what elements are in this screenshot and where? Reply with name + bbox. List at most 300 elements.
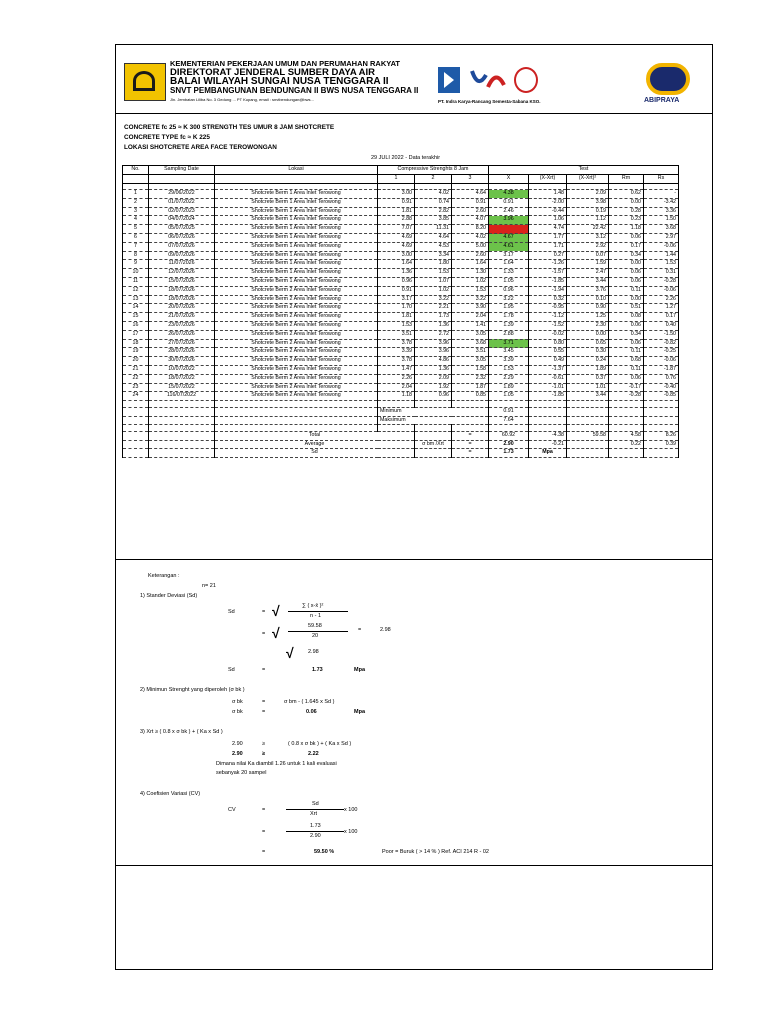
row-no: 18	[123, 339, 149, 348]
row-date: 09/07/2026	[149, 251, 215, 260]
row-strength-2: 1.36	[415, 366, 452, 375]
eq-sign: =	[262, 849, 266, 855]
row-location: Shotcrete Berm 2 Area Inlet Terowong	[215, 295, 378, 304]
eq-sign: =	[262, 829, 266, 835]
row-strength-1: 3.00	[378, 251, 415, 260]
row-rs: -1.50	[644, 330, 679, 339]
row-rs: -0.06	[644, 286, 679, 295]
row-location: Shotcrete Berm 1 Area Inlet Terowong	[215, 190, 378, 199]
eq-sign: =	[262, 667, 266, 673]
sbk-symbol: σ bk	[232, 709, 243, 715]
row-strength-1: 2.88	[378, 216, 415, 225]
row-strength-2: 1.53	[415, 269, 452, 278]
average-rm: 0.22	[609, 440, 644, 449]
sbk-symbol: σ bk	[232, 699, 243, 705]
table-row	[123, 269, 679, 278]
row-date: 28/07/2026	[149, 348, 215, 357]
table-row	[123, 190, 679, 199]
total-label: Total	[215, 431, 415, 440]
row-strength-3: 1.41	[452, 322, 489, 331]
row-strength-2: 1.07	[415, 278, 452, 287]
row-strength-2: 1.73	[415, 313, 452, 322]
row-x-xrt: -2.00	[529, 198, 567, 207]
row-rs: -0.25	[644, 348, 679, 357]
total-x: 60.92	[489, 431, 529, 440]
row-date: 20/07/2026	[149, 304, 215, 313]
table-row	[123, 304, 679, 313]
row-strength-1: 2.26	[378, 374, 415, 383]
row-strength-2: 1.92	[415, 383, 452, 392]
row-date: 10/07/2022	[149, 366, 215, 375]
step-3-title: 3) Xrt ≥ ( 0.8 x σ bk ) + ( Ka x Sd )	[140, 729, 223, 735]
row-rm: 0.23	[609, 216, 644, 225]
row-x-xrt-squared: 0.24	[567, 357, 609, 366]
row-x-xrt: 4.74	[529, 225, 567, 234]
col-compressive-header: Compressive Strenghts 8 Jam	[378, 166, 489, 175]
sd-symbol: Sd	[228, 609, 235, 615]
row-strength-1: 1.36	[378, 269, 415, 278]
ge-sign: ≥	[262, 751, 266, 757]
row-x-xrt-squared: 0.00	[567, 330, 609, 339]
row-no: 16	[123, 322, 149, 331]
table-body	[123, 190, 679, 401]
ka-note: Dimana nilai Ka diambil 1.26 untuk 1 kali evaluasi	[216, 761, 337, 767]
col-test-header: Test	[489, 166, 679, 175]
eq-sign: =	[262, 631, 266, 637]
row-strength-3: 3.68	[452, 339, 489, 348]
row-strength-3: 8.20	[452, 225, 489, 234]
row-strength-2: 4.02	[415, 190, 452, 199]
row-x-xrt-squared: 3.12	[567, 234, 609, 243]
row-x: 1.33	[489, 269, 529, 278]
row-x-xrt: 0.49	[529, 357, 567, 366]
sqrt-value: 2.98	[308, 649, 319, 655]
average-rs: 0.39	[644, 440, 679, 449]
row-strength-1: 2.04	[378, 383, 415, 392]
row-x-xrt: -1.26	[529, 260, 567, 269]
row-x-xrt-squared: 0.19	[567, 207, 609, 216]
row-rs: 0.17	[644, 313, 679, 322]
strength-table	[122, 165, 679, 458]
row-strength-3: 1.87	[452, 383, 489, 392]
row-location: Shotcrete Berm 1 Area Inlet Terowong	[215, 278, 378, 287]
row-location: Shotcrete Berm 2 Area Inlet Terowong	[215, 330, 378, 339]
total-rm: 4.58	[609, 431, 644, 440]
row-strength-2: 1.36	[415, 322, 452, 331]
row-rm: 0.28	[609, 207, 644, 216]
row-rm: 0.06	[609, 269, 644, 278]
row-location: Shotcrete Berm 2 Area Inlet Terowong	[215, 313, 378, 322]
row-rs: -1.87	[644, 366, 679, 375]
row-strength-1: 1.81	[378, 207, 415, 216]
row-x: 1.89	[489, 383, 529, 392]
row-no: 4	[123, 216, 149, 225]
row-no: 2	[123, 198, 149, 207]
row-strength-3: 2.04	[452, 313, 489, 322]
total-x-xrt: -4.38	[529, 431, 567, 440]
row-x-xrt-squared: 1.89	[567, 366, 609, 375]
row-rs: -3.42	[644, 198, 679, 207]
row-rm: 0.08	[609, 313, 644, 322]
row-date: 21/07/2026	[149, 313, 215, 322]
partner-name: PT. Indra Karya-Rancang Semesta-Sabana KSO.	[438, 99, 541, 104]
row-strength-2: 4.64	[415, 234, 452, 243]
row-strength-1: 3.51	[378, 330, 415, 339]
row-location: Shotcrete Berm 1 Area Inlet Terowong	[215, 260, 378, 269]
row-location: Shotcrete Berm 1 Area Inlet Terowong	[215, 242, 378, 251]
row-x: 4.61	[489, 242, 529, 251]
criterion-formula: ( 0.8 x σ bk ) + ( Ka x Sd )	[288, 741, 352, 747]
average-label: Average	[215, 440, 415, 449]
row-strength-2: 2.82	[415, 207, 452, 216]
row-x-xrt-squared: 3.98	[567, 198, 609, 207]
row-rm: 0.62	[609, 190, 644, 199]
row-x-xrt: -0.02	[529, 330, 567, 339]
row-x-xrt-squared: 1.59	[567, 260, 609, 269]
snvt-line: SNVT PEMBANGUNAN BENDUNGAN II BWS NUSA TENGGARA II	[170, 86, 419, 95]
row-date: 05/07/2025	[149, 225, 215, 234]
row-x-xrt: -1.37	[529, 366, 567, 375]
row-location: Shotcrete Berm 2 Area Inlet Terowong	[215, 348, 378, 357]
row-strength-3: 1.64	[452, 260, 489, 269]
row-rs: -0.85	[644, 392, 679, 401]
ministry-letterhead	[170, 59, 419, 104]
row-x-xrt: -0.95	[529, 304, 567, 313]
total-x-xrt-squared: 59.58	[567, 431, 609, 440]
row-strength-2: 0.96	[415, 392, 452, 401]
step-2-title: 2) Minimun Strenght yang diperoleh (σ bk )	[140, 687, 245, 693]
row-date: 23/07/2026	[149, 322, 215, 331]
document-header	[116, 45, 712, 113]
row-x-xrt: -1.52	[529, 322, 567, 331]
row-rs: -0.06	[644, 242, 679, 251]
row-x: 1.05	[489, 278, 529, 287]
row-location: Shotcrete Berm 1 Area Inlet Terowong	[215, 269, 378, 278]
row-rm: 0.06	[609, 339, 644, 348]
table-row	[123, 383, 679, 392]
row-x-xrt-squared: 0.30	[567, 348, 609, 357]
row-strength-1: 3.39	[378, 348, 415, 357]
row-x-xrt: -1.57	[529, 269, 567, 278]
row-x-xrt-squared: 1.12	[567, 216, 609, 225]
step-4-title: 4) Coefisien Variasi (CV)	[140, 791, 201, 797]
sd-result: 1.73	[312, 667, 323, 673]
title-line-2: CONCRETE TYPE fc ≈ K 225	[124, 134, 210, 141]
row-strength-2: 3.96	[415, 339, 452, 348]
row-no: 24	[123, 392, 149, 401]
row-rm: 0.34	[609, 251, 644, 260]
row-location: Shotcrete Berm 1 Area Inlet Terowong	[215, 198, 378, 207]
row-x: 3.71	[489, 339, 529, 348]
eq-sign: =	[262, 609, 266, 615]
row-no: 21	[123, 366, 149, 375]
minimum-value: 0.91	[489, 407, 529, 416]
table-row	[123, 216, 679, 225]
row-no: 20	[123, 357, 149, 366]
row-strength-3: 2.60	[452, 207, 489, 216]
col-x-header: X	[489, 174, 529, 183]
row-no: 14	[123, 304, 149, 313]
row-strength-3: 3.90	[452, 304, 489, 313]
notes-heading: Keterangan :	[148, 573, 180, 579]
row-x: 2.29	[489, 374, 529, 383]
row-rs: -0.28	[644, 278, 679, 287]
col-3-header: 3	[452, 174, 489, 183]
row-rs: 0.40	[644, 322, 679, 331]
row-no: 9	[123, 260, 149, 269]
row-date: 02/07/2023	[149, 207, 215, 216]
row-strength-2: 3.22	[415, 295, 452, 304]
row-rs: -0.40	[644, 383, 679, 392]
row-strength-3: 3.05	[452, 330, 489, 339]
pu-logo-icon	[124, 63, 166, 101]
row-strength-3: 2.60	[452, 251, 489, 260]
row-strength-1: 3.00	[378, 190, 415, 199]
formula-denominator: n - 1	[310, 613, 322, 619]
average-eq: =	[452, 440, 489, 449]
row-location: Shotcrete Berm 1 Area Inlet Terowong	[215, 216, 378, 225]
table-row	[123, 234, 679, 243]
row-x-xrt-squared: 0.90	[567, 304, 609, 313]
col-rm-header: Rm	[609, 174, 644, 183]
row-x-xrt-squared: 2.47	[567, 269, 609, 278]
ministry-line: KEMENTERIAN PEKERJAAN UMUM DAN PERUMAHAN RAKYAT	[170, 59, 401, 68]
row-no: 12	[123, 286, 149, 295]
row-x-xrt: -1.85	[529, 392, 567, 401]
row-location: Shotcrete Berm 2 Area Inlet Terowong	[215, 304, 378, 313]
row-strength-2: 4.86	[415, 357, 452, 366]
cv-rating: Poor = Buruk ( > 14 % ) Ref. ACI 214 R - 02	[382, 849, 489, 855]
row-rm: 0.51	[609, 304, 644, 313]
row-x-xrt: -0.61	[529, 374, 567, 383]
row-x: 3.39	[489, 357, 529, 366]
row-rs: 3.36	[644, 207, 679, 216]
row-rm: 0.00	[609, 295, 644, 304]
rancang-semesta-logo-icon	[468, 67, 508, 93]
row-rs: 1.53	[644, 260, 679, 269]
row-rm: 0.00	[609, 198, 644, 207]
row-x-xrt-squared: 0.37	[567, 374, 609, 383]
table-header-row	[123, 166, 679, 175]
row-date: 27/07/2026	[149, 339, 215, 348]
directorate-line: DIREKTORAT JENDERAL SUMBER DAYA AIR	[170, 67, 375, 78]
sqrt-icon: √	[286, 645, 294, 661]
row-x-xrt: 1.06	[529, 216, 567, 225]
row-no: 23	[123, 383, 149, 392]
table-row	[123, 260, 679, 269]
row-strength-3: 4.02	[452, 234, 489, 243]
row-date: 30/07/2026	[149, 357, 215, 366]
maximum-value: 7.64	[489, 416, 529, 425]
row-rm: 0.11	[609, 348, 644, 357]
total-eq: =	[452, 431, 489, 440]
eq-sign: =	[262, 699, 266, 705]
row-x-xrt: -1.12	[529, 313, 567, 322]
row-strength-1: 4.69	[378, 242, 415, 251]
col-rs-header: Rs	[644, 174, 679, 183]
row-x-xrt-squared: 0.65	[567, 339, 609, 348]
row-strength-1: 1.53	[378, 322, 415, 331]
row-no: 8	[123, 251, 149, 260]
row-rm: 0.11	[609, 366, 644, 375]
row-strength-1: 0.91	[378, 198, 415, 207]
row-location: Shotcrete Berm 1 Area Inlet Terowong	[215, 207, 378, 216]
row-x-xrt-squared: 2.92	[567, 242, 609, 251]
row-rm: -0.28	[609, 392, 644, 401]
cv-sd-value: 1.73	[310, 823, 321, 829]
table-row	[123, 330, 679, 339]
row-location: Shotcrete Berm 2 Area Inlet Terowong	[215, 286, 378, 295]
xrt-value: 2.90	[232, 741, 243, 747]
table-row	[123, 207, 679, 216]
notes-section	[116, 565, 712, 865]
row-location: Shotcrete Berm 2 Area Inlet Terowong	[215, 339, 378, 348]
row-date: 26/07/2026	[149, 330, 215, 339]
row-date: 15/07/2026	[149, 278, 215, 287]
n-minus-1-value: 20	[312, 633, 319, 639]
row-x-xrt: 0.27	[529, 251, 567, 260]
sd-eq: =	[452, 449, 489, 458]
row-strength-3: 0.91	[452, 198, 489, 207]
title-line-1: CONCRETE fc 25 ≈ K 300 STRENGTH TES UMUR 8 JAM SHOTCRETE	[124, 124, 335, 131]
sd-unit: Mpa	[529, 449, 567, 458]
row-location: Shotcrete Berm 2 Area Inlet Terowong	[215, 357, 378, 366]
row-x-xrt-squared: 3.76	[567, 286, 609, 295]
row-no: 7	[123, 242, 149, 251]
sd-value: 1.73	[489, 449, 529, 458]
row-x: 4.38	[489, 190, 529, 199]
indra-karya-logo-icon	[438, 67, 460, 93]
formula-numerator: ∑ ( x-x̄ )²	[302, 603, 324, 609]
row-x: 0.91	[489, 198, 529, 207]
row-strength-1: 1.64	[378, 260, 415, 269]
row-x: 1.64	[489, 260, 529, 269]
row-rm: 1.18	[609, 225, 644, 234]
cv-denominator: Xrt	[310, 811, 318, 817]
row-x-xrt: 0.80	[529, 339, 567, 348]
row-x-xrt: 1.77	[529, 234, 567, 243]
row-date: 18/07/2022	[149, 374, 215, 383]
row-location: Shotcrete Berm 2 Area Inlet Terowong	[215, 383, 378, 392]
col-location-header: Lokasi	[215, 166, 378, 175]
cv-numerator: Sd	[312, 801, 319, 807]
row-strength-2: 2.09	[415, 374, 452, 383]
sabana-logo-icon	[514, 67, 538, 93]
row-x-xrt-squared: 2.30	[567, 322, 609, 331]
row-x-xrt: -1.01	[529, 383, 567, 392]
row-rm: 0.06	[609, 234, 644, 243]
row-x: 3.22	[489, 295, 529, 304]
row-rm: 0.34	[609, 330, 644, 339]
row-date: 15/07/2022	[149, 383, 215, 392]
col-x-xrt-squared-header: (X-Xrt)²	[567, 174, 609, 183]
abipraya-logo-icon	[646, 63, 690, 95]
row-rm: 0.06	[609, 374, 644, 383]
table-row	[123, 357, 679, 366]
row-strength-1: 3.78	[378, 357, 415, 366]
row-strength-1: 4.69	[378, 234, 415, 243]
row-x-xrt-squared: 1.25	[567, 313, 609, 322]
row-rm: 0.17	[609, 242, 644, 251]
table-row	[123, 313, 679, 322]
table-row	[123, 322, 679, 331]
row-date: 11/07/2026	[149, 260, 215, 269]
average-x: 2.90	[489, 440, 529, 449]
row-no: 6	[123, 234, 149, 243]
balai-line: BALAI WILAYAH SUNGAI NUSA TENGGARA II	[170, 76, 389, 87]
row-x-xrt-squared: 3.44	[567, 278, 609, 287]
row-x: 2.88	[489, 330, 529, 339]
sd-label: Sd	[215, 449, 415, 458]
row-date: 06/07/2026	[149, 234, 215, 243]
row-strength-1: 1.18	[378, 392, 415, 401]
variance-value: 2.98	[380, 627, 391, 633]
row-x: 0.96	[489, 286, 529, 295]
total-rs: 8.26	[644, 431, 679, 440]
contractor-name: ABIPRAYA	[644, 97, 680, 104]
row-rm: -0.17	[609, 383, 644, 392]
row-x-xrt-squared: 1.01	[567, 383, 609, 392]
row-x-xrt: 1.48	[529, 190, 567, 199]
criterion-result: 2.22	[308, 751, 319, 757]
table-row	[123, 374, 679, 383]
table-row	[123, 242, 679, 251]
row-x-xrt-squared: 0.10	[567, 295, 609, 304]
row-strength-3: 1.58	[452, 366, 489, 375]
col-x-xrt-header: (X-Xrt)	[529, 174, 567, 183]
average-x-xrt: -0.21	[529, 440, 567, 449]
ka-note-2: sebanyak 20 sampel	[216, 770, 267, 776]
table-row	[123, 286, 679, 295]
row-strength-3: 4.64	[452, 190, 489, 199]
row-strength-3: 0.85	[452, 392, 489, 401]
document-page	[115, 44, 713, 970]
table-subheader-row	[123, 174, 679, 183]
row-date: 116/07/2022	[149, 392, 215, 401]
row-strength-3: 1.02	[452, 278, 489, 287]
row-strength-2: 2.21	[415, 304, 452, 313]
row-x: 2.46	[489, 207, 529, 216]
row-x: 1.05	[489, 392, 529, 401]
cv-xrt-value: 2.90	[310, 833, 321, 839]
address-line: Jln. Jembatan Liliba No. 3 Gedung ... PT Kupang, email : snvtbendungan@bws...	[170, 97, 314, 102]
row-rs: 1.44	[644, 251, 679, 260]
times-100: x 100	[344, 829, 358, 835]
date-caption: 29 JULI 2022 - Data terakhir	[371, 155, 441, 161]
row-location: Shotcrete Berm 1 Area Inlet Terowong	[215, 225, 378, 234]
row-date: 01/07/2022	[149, 198, 215, 207]
row-x: 1.95	[489, 304, 529, 313]
step-1-title: 1) Stander Deviasi (Sd)	[140, 593, 198, 599]
sqrt-icon: √	[272, 603, 280, 619]
row-rs: 0.76	[644, 374, 679, 383]
row-strength-1: 3.17	[378, 295, 415, 304]
times-100: x 100	[344, 807, 358, 813]
col-no-header: No.	[123, 166, 149, 175]
col-2-header: 2	[415, 174, 452, 183]
row-strength-2: 2.72	[415, 330, 452, 339]
row-strength-3: 3.51	[452, 348, 489, 357]
row-rm: 0.11	[609, 286, 644, 295]
row-rs: 0.31	[644, 269, 679, 278]
table-row	[123, 348, 679, 357]
row-no: 17	[123, 330, 149, 339]
sd-row	[123, 449, 679, 458]
row-rs: -	[644, 190, 679, 199]
sd-unit: Mpa	[354, 667, 365, 673]
row-rm: 0.00	[609, 260, 644, 269]
row-rs: 1.50	[644, 216, 679, 225]
